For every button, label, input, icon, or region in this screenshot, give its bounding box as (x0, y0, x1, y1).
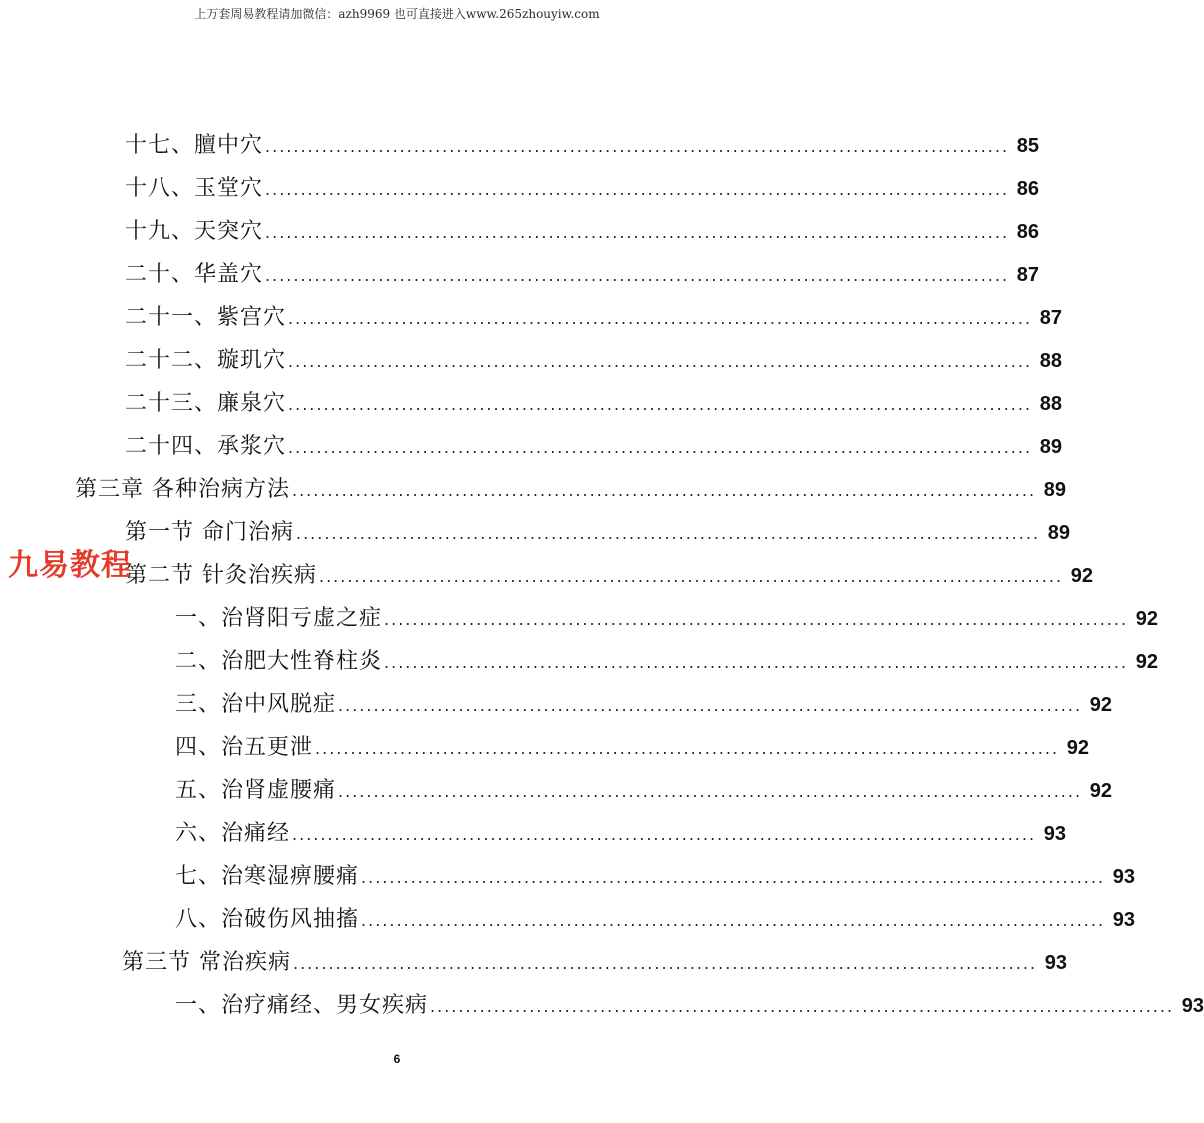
toc-leader-dots: ......................................................................................................... (293, 954, 1038, 973)
toc-entry-label: 第一节 命门治病 (125, 520, 294, 545)
toc-entry-label: 四、治五更泄 (175, 735, 314, 760)
toc-entry-label: 一、治肾阳亏虚之症 (175, 606, 383, 631)
toc-entry-page: 92 (1066, 737, 1090, 759)
toc-leader-dots: ......................................................................................................... (296, 524, 1041, 543)
toc-chapter-entry[interactable] (75, 472, 1067, 512)
toc-entry-label: 八、治破伤风抽搐 (175, 907, 360, 932)
toc-leader-dots: ......................................................................................................... (315, 739, 1060, 758)
toc-leader-dots: ......................................................................................................... (338, 782, 1083, 801)
toc-entry-page: 89 (1039, 436, 1063, 458)
toc-leader-dots: ......................................................................................................... (288, 352, 1033, 371)
toc-entry-page: 93 (1044, 952, 1068, 974)
toc-entry-label: 五、治肾虚腰痛 (175, 778, 337, 803)
toc-leader-dots: ......................................................................................................... (361, 868, 1106, 887)
toc-entry-page: 89 (1047, 522, 1071, 544)
toc-subsection-entry[interactable] (175, 773, 1113, 813)
toc-entry-page: 88 (1039, 393, 1063, 415)
toc-entry-label: 一、治疗痛经、男女疾病 (175, 993, 429, 1018)
toc-entry-page: 93 (1181, 995, 1204, 1017)
toc-subsection-entry[interactable] (175, 601, 1159, 641)
toc-subsection-entry[interactable] (175, 687, 1113, 727)
toc-subsection-entry[interactable] (175, 816, 1067, 856)
toc-leader-dots: ......................................................................................................... (288, 309, 1033, 328)
toc-entry-page: 92 (1089, 694, 1113, 716)
toc-entry[interactable] (125, 171, 1040, 211)
toc-leader-dots: ......................................................................................................... (265, 180, 1010, 199)
toc-subsection-entry[interactable] (175, 644, 1159, 684)
toc-entry-label: 二十二、璇玑穴 (125, 348, 287, 373)
toc-leader-dots: ......................................................................................................... (265, 266, 1010, 285)
toc-entry-page: 89 (1043, 479, 1067, 501)
watermark-logo: 九易教程 (8, 548, 132, 583)
toc-leader-dots: ......................................................................................................... (265, 223, 1010, 242)
toc-entry-page: 93 (1112, 866, 1136, 888)
toc-entry-label: 二、治肥大性脊柱炎 (175, 649, 383, 674)
page-header-banner: 上万套周易教程请加微信：azh9969 也可直接进入www.265zhouyiw.com (194, 7, 600, 21)
toc-leader-dots: ......................................................................................................... (292, 481, 1037, 500)
toc-section-entry[interactable] (125, 515, 1071, 555)
toc-leader-dots: ......................................................................................................... (288, 438, 1033, 457)
toc-entry-label: 十八、玉堂穴 (125, 176, 264, 201)
toc-entry[interactable] (125, 386, 1063, 426)
toc-leader-dots: ......................................................................................................... (361, 911, 1106, 930)
toc-entry-page: 92 (1135, 608, 1159, 630)
toc-entry[interactable] (125, 128, 1040, 168)
toc-entry-page: 85 (1016, 135, 1040, 157)
toc-entry-label: 第二节 针灸治疾病 (125, 563, 317, 588)
toc-section-entry[interactable] (122, 945, 1068, 985)
toc-entry-page: 88 (1039, 350, 1063, 372)
toc-subsection-entry[interactable] (175, 859, 1136, 899)
toc-section-entry[interactable] (125, 558, 1094, 598)
toc-entry-page: 87 (1016, 264, 1040, 286)
toc-entry-label: 第三节 常治疾病 (122, 950, 291, 975)
page-number: 6 (393, 1052, 401, 1066)
toc-entry-label: 七、治寒湿痹腰痛 (175, 864, 360, 889)
toc-entry-page: 92 (1070, 565, 1094, 587)
toc-entry[interactable] (125, 257, 1040, 297)
toc-leader-dots: ......................................................................................................... (288, 395, 1033, 414)
toc-entry-page: 92 (1135, 651, 1159, 673)
toc-leader-dots: ......................................................................................................... (338, 696, 1083, 715)
toc-entry[interactable] (125, 429, 1063, 469)
toc-entry-label: 十九、天突穴 (125, 219, 264, 244)
toc-entry[interactable] (125, 300, 1063, 340)
toc-leader-dots: ......................................................................................................... (292, 825, 1037, 844)
toc-entry-page: 87 (1039, 307, 1063, 329)
toc-entry-page: 86 (1016, 178, 1040, 200)
toc-subsection-entry[interactable] (175, 730, 1090, 770)
toc-entry-label: 三、治中风脱症 (175, 692, 337, 717)
toc-entry[interactable] (125, 214, 1040, 254)
toc-entry-page: 86 (1016, 221, 1040, 243)
toc-subsection-entry[interactable] (175, 902, 1136, 942)
toc-entry-label: 十七、膻中穴 (125, 133, 264, 158)
toc-leader-dots: ......................................................................................................... (430, 997, 1175, 1016)
toc-leader-dots: ......................................................................................................... (319, 567, 1064, 586)
toc-entry-label: 第三章 各种治病方法 (75, 477, 290, 502)
toc-entry-page: 93 (1043, 823, 1067, 845)
toc-entry-label: 二十、华盖穴 (125, 262, 264, 287)
toc-leader-dots: ......................................................................................................... (384, 653, 1129, 672)
toc-entry-label: 二十一、紫宫穴 (125, 305, 287, 330)
toc-entry-page: 93 (1112, 909, 1136, 931)
toc-entry-page: 92 (1089, 780, 1113, 802)
toc-entry-label: 六、治痛经 (175, 821, 291, 846)
toc-leader-dots: ......................................................................................................... (265, 137, 1010, 156)
toc-entry-label: 二十四、承浆穴 (125, 434, 287, 459)
toc-entry-label: 二十三、廉泉穴 (125, 391, 287, 416)
toc-leader-dots: ......................................................................................................... (384, 610, 1129, 629)
toc-entry[interactable] (125, 343, 1063, 383)
toc-subsection-entry[interactable] (175, 988, 1204, 1028)
